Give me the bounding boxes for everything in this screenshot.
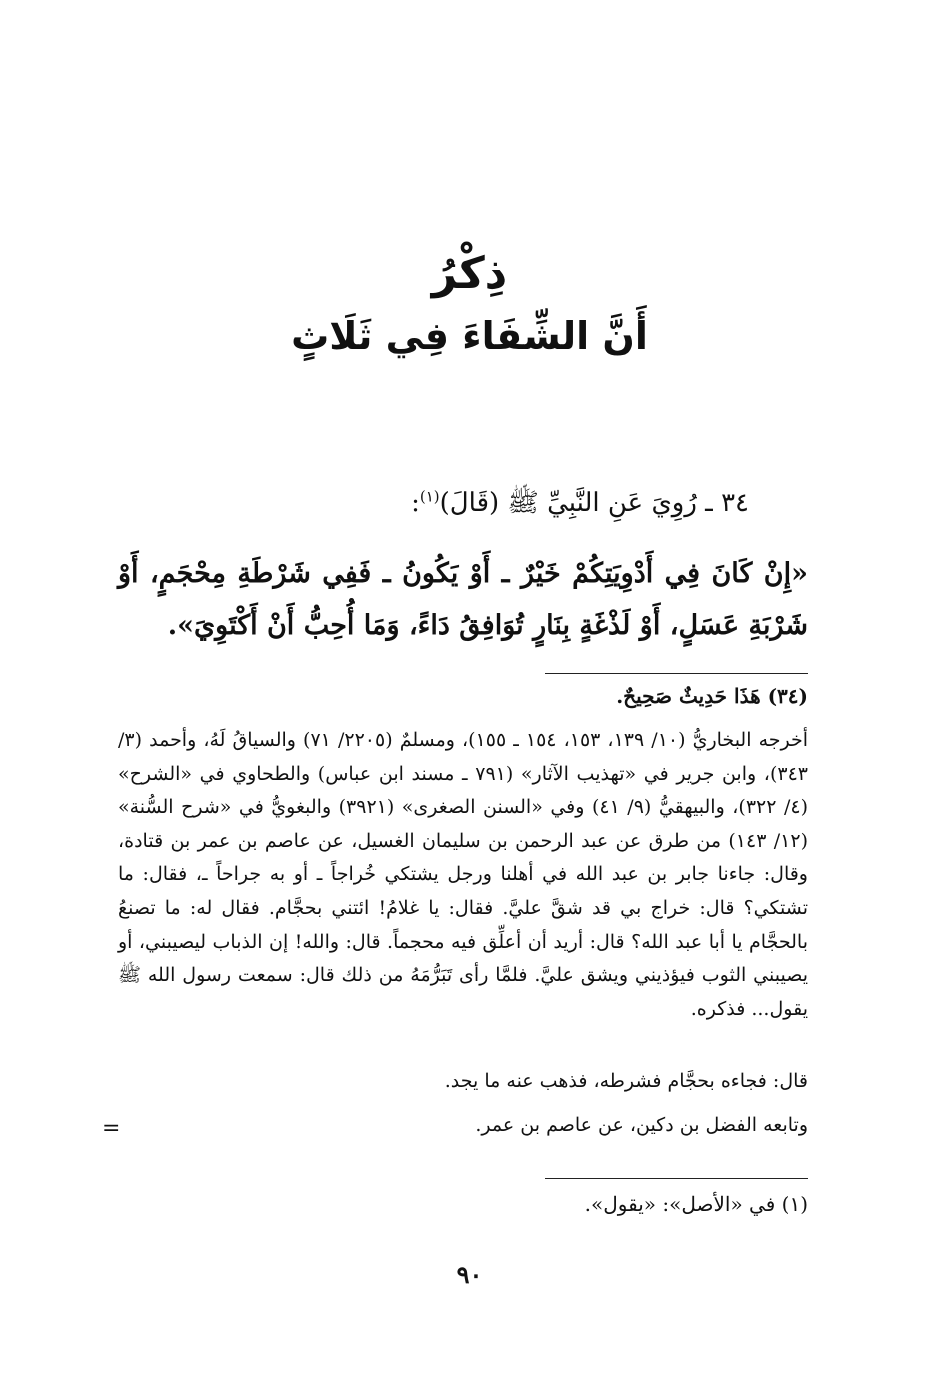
- hadith-text: «إِنْ كَانَ فِي أَدْوِيَتِكُمْ خَيْرٌ ـ أَوْ يَكُونُ ـ فَفِي شَرْطَةِ مِحْجَمٍ، أَوْ شَرْبَةِ عَسَلٍ، أَوْ لَذْغَةٍ بِنَارٍ تُوَافِقُ دَاءً، وَمَا أُحِبُّ أَنْ أَكْتَوِيَ».: [118, 558, 808, 641]
- section-heading-title: أَنَّ الشِّفَاءَ فِي ثَلَاثٍ: [291, 314, 648, 358]
- footnote-divider: [545, 1178, 808, 1179]
- footnote: (١) في «الأصل»: «يقول».: [584, 1192, 808, 1216]
- notes-line: قال: فجاءه بحجَّام فشرطه، فذهب عنه ما يجد.: [444, 1070, 808, 1092]
- notes-title: (٣٤) هَذَا حَدِيثٌ صَحِيحٌ.: [616, 684, 808, 708]
- footnote-reference[interactable]: (١): [419, 487, 440, 506]
- continuation-mark: =: [102, 1116, 121, 1141]
- hadith-intro-colon: :: [411, 488, 420, 518]
- notes-divider: [545, 673, 808, 674]
- hadith-intro-text: ٣٤ ـ رُوِيَ عَنِ النَّبِيِّ ﷺ (قَالَ): [439, 488, 749, 518]
- notes-line: وتابعه الفضل بن دكين، عن عاصم بن عمر.: [475, 1114, 808, 1136]
- hadith-intro: [411, 486, 749, 524]
- section-heading-dhikr: ذِكْرُ: [431, 248, 508, 299]
- notes-body: أخرجه البخاريُّ (١٠/ ١٣٩، ١٥٣، ١٥٤ ـ ١٥٥)، ومسلمٌ (٢٢٠٥/ ٧١) والسياقُ لَهُ، وأحمد (٣/ ٣٤٣)، وابن جرير في «تهذيب الآثار» (٧٩١ ـ مسند ابن عباس) والطحاوي في «الشرح» (٤/ ٣٢٢)، والبيهقيُّ (٩/ ٤١) وفي «السنن الصغرى» (٣٩٢١) والبغويُّ في «شرح السُّنة» (١٢/ ١٤٣) من طرق عن عبد الرحمن بن سليمان الغسيل، عن عاصم بن عمر بن قتادة، وقال: جاءنا جابر بن عبد الله في أهلنا ورجل يشتكي خُراجاً ـ أو به جراحاً ـ، فقال: ما تشتكي؟ قال: خراج بي قد شقَّ عليَّ. فقال: يا غلامُ! ائتني بحجَّام. فقال له: ما تصنعُ بالحجَّام يا أبا عبد الله؟ قال: أريد أن أعلِّق فيه محجماً. قال: والله! إن الذباب ليصيبني، أو يصيبني الثوب فيؤذيني ويشق عليَّ. فلمَّا رأى تَبَرُّمَهُ من ذلك قال: سمعت رسول الله ﷺ يقول... فذكره.: [118, 729, 809, 1020]
- page-number: ٩٠: [456, 1260, 483, 1289]
